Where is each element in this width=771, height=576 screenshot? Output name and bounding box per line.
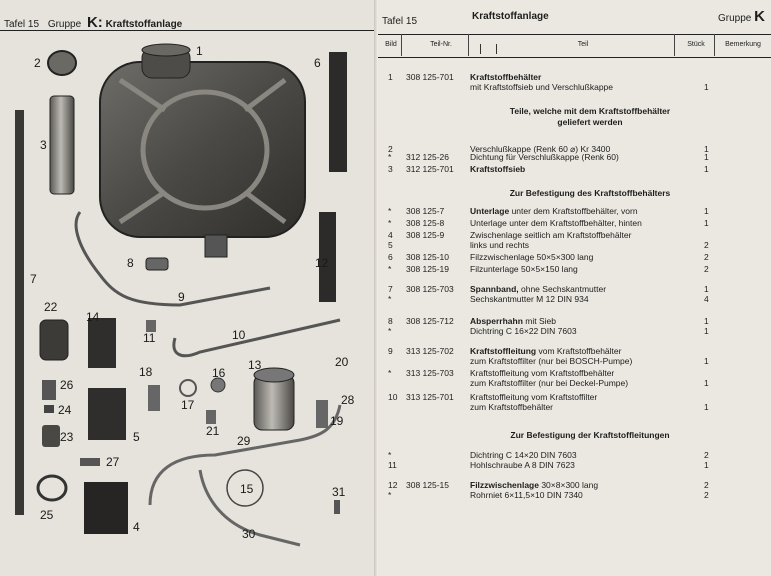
fuel-line-10	[174, 320, 340, 356]
row-stueck: 2	[704, 252, 709, 262]
row-teil: Kraftstoffbehälter	[470, 72, 542, 82]
left-tafel: Tafel 15	[4, 19, 40, 30]
section-heading: Zur Befestigung des Kraftstoffbehälters	[509, 188, 671, 198]
part-14	[88, 318, 116, 368]
row-bild: 5	[388, 240, 393, 250]
row-bild: *	[388, 218, 392, 228]
callout-20: 20	[335, 355, 349, 369]
part-22	[40, 320, 68, 360]
row-teil: Verschlußkappe (Renk 60 ⌀) Kr 3400	[470, 144, 611, 154]
header-teil: Teil	[577, 41, 589, 48]
row-bild: *	[388, 368, 392, 378]
callout-12: 12	[315, 256, 329, 270]
filler-cap	[48, 51, 76, 75]
row-teil: Filzzwischenlage 50×5×300 lang	[470, 252, 594, 262]
part-24	[44, 405, 54, 413]
right-page-parts-list	[378, 0, 771, 576]
callout-24: 24	[58, 403, 72, 417]
row-bild: 8	[388, 316, 393, 326]
left-title: Kraftstoffanlage	[105, 19, 183, 30]
shutoff-valve	[146, 258, 168, 270]
callout-14: 14	[86, 310, 100, 324]
part-16	[211, 378, 225, 392]
row-bild: *	[388, 264, 392, 274]
table-header	[378, 34, 771, 58]
row-stueck: 1	[704, 460, 709, 470]
callout-3: 3	[40, 138, 47, 152]
row-teilnr: 308 125-15	[406, 480, 450, 490]
callout-15: 15	[240, 482, 254, 496]
header-divider	[714, 34, 715, 56]
part-17	[180, 380, 196, 396]
row-teil: Kraftstoffsieb	[470, 164, 526, 174]
callout-5: 5	[133, 430, 140, 444]
row-stueck: 1	[704, 144, 709, 154]
row-teilnr: 308 125-9	[406, 230, 445, 240]
row-teilnr: 308 125-703	[406, 284, 454, 294]
right-gruppe-label: Gruppe	[718, 13, 752, 24]
part-23	[42, 425, 60, 447]
callout-2: 2	[34, 56, 41, 70]
part-18	[148, 385, 160, 411]
row-teil: links und rechts	[470, 240, 530, 250]
callout-1: 1	[196, 44, 203, 58]
header-divider	[401, 34, 402, 56]
row-bild: *	[388, 490, 392, 500]
row-stueck: 1	[704, 356, 709, 366]
row-teilnr: 308 125-7	[406, 206, 445, 216]
row-teil: Filzzwischenlage 30×8×300 lang	[470, 480, 599, 490]
row-teilnr: 313 125-701	[406, 392, 454, 402]
row-teil: Spannband, ohne Sechskantmutter	[470, 284, 607, 294]
right-title: Kraftstoffanlage	[472, 11, 549, 22]
row-teil: Kraftstoffleitung vom Kraftstoffbehälter	[470, 368, 615, 378]
callout-19: 19	[330, 414, 344, 428]
callout-13: 13	[248, 358, 262, 372]
row-bild: *	[388, 450, 392, 460]
row-bild: 3	[388, 164, 393, 174]
header-bemerkung: Bemerkung	[725, 41, 761, 48]
row-bild: 10	[388, 392, 398, 402]
row-teil: Hohlschraube A 8 DIN 7623	[470, 460, 575, 470]
callout-26: 26	[60, 378, 74, 392]
row-teil: Unterlage unter dem Kraftstoffbehälter, hinten	[470, 218, 642, 228]
row-stueck: 2	[704, 240, 709, 250]
part-31	[334, 500, 340, 514]
row-stueck: 1	[704, 316, 709, 326]
fuel-filter	[254, 375, 294, 430]
row-teilnr: 308 125-19	[406, 264, 450, 274]
row-stueck: 2	[704, 490, 709, 500]
row-teil: Dichtung für Verschlußkappe (Renk 60)	[470, 152, 619, 162]
header-divider	[468, 34, 469, 56]
row-teilnr: 308 125-10	[406, 252, 450, 262]
callout-8: 8	[127, 256, 134, 270]
part-26	[42, 380, 56, 400]
row-bild: 12	[388, 480, 398, 490]
part-27	[80, 458, 100, 466]
part-4	[84, 482, 128, 534]
row-teilnr: 313 125-702	[406, 346, 454, 356]
right-gruppe	[718, 8, 765, 25]
fuel-strainer	[50, 96, 74, 194]
row-stueck: 1	[704, 326, 709, 336]
callout-10: 10	[232, 328, 246, 342]
row-teil: Kraftstoffleitung vom Kraftstoffilter	[470, 392, 598, 402]
row-bild: 1	[388, 72, 393, 82]
part-25	[38, 476, 66, 500]
row-teilnr: 312 125-701	[406, 164, 454, 174]
left-gruppe-label: Gruppe	[47, 19, 82, 30]
row-teilnr: 308 125-701	[406, 72, 454, 82]
left-gruppe-letter: K:	[86, 14, 103, 31]
header-mark	[480, 44, 481, 54]
callout-16: 16	[212, 366, 226, 380]
row-teil: Filzunterlage 50×5×150 lang	[470, 264, 578, 274]
row-teil: Dichtring C 14×20 DIN 7603	[470, 450, 577, 460]
callout-29: 29	[237, 434, 251, 448]
row-teil: zum Kraftstoffilter (nur bei Deckel-Pumpe)	[470, 378, 629, 388]
row-teil: Absperrhahn mit Sieb	[470, 316, 556, 326]
row-bild: *	[388, 294, 392, 304]
row-bild: *	[388, 326, 392, 336]
callout-25: 25	[40, 508, 54, 522]
part-19	[316, 400, 328, 428]
callout-7: 7	[30, 272, 37, 286]
section-heading: Teile, welche mit dem Kraftstoffbehälter geliefert werden	[509, 106, 671, 127]
row-teilnr: 313 125-703	[406, 368, 454, 378]
callout-6: 6	[314, 56, 321, 70]
callout-4: 4	[133, 520, 140, 534]
clamp-band	[15, 110, 24, 515]
row-bild: 2	[388, 144, 393, 154]
row-stueck: 1	[704, 206, 709, 216]
row-bild: *	[388, 206, 392, 216]
callout-30: 30	[242, 527, 256, 541]
row-teilnr: 312 125-26	[406, 152, 450, 162]
row-teil: Kraftstoffleitung vom Kraftstoffbehälter	[470, 346, 622, 356]
row-stueck: 2	[704, 450, 709, 460]
left-page-diagram	[0, 0, 378, 576]
callout-22: 22	[44, 300, 58, 314]
row-stueck: 1	[704, 402, 709, 412]
callout-28: 28	[341, 393, 355, 407]
row-stueck: 1	[704, 284, 709, 294]
header-stueck: Stück	[687, 41, 705, 48]
row-teil: mit Kraftstoffsieb und Verschlußkappe	[470, 82, 614, 92]
callout-31: 31	[332, 485, 346, 499]
row-stueck: 2	[704, 264, 709, 274]
row-bild: *	[388, 152, 392, 162]
row-stueck: 1	[704, 378, 709, 388]
fuel-tank	[100, 44, 305, 257]
row-teilnr: 308 125-8	[406, 218, 445, 228]
felt-strip-6	[329, 52, 347, 172]
row-teil: Unterlage unter dem Kraftstoffbehälter, vorn	[470, 206, 638, 216]
row-stueck: 1	[704, 164, 709, 174]
row-bild: 6	[388, 252, 393, 262]
callout-9: 9	[178, 290, 185, 304]
row-teil: Sechskantmutter M 12 DIN 934	[470, 294, 589, 304]
row-teil: zum Kraftstoffilter (nur bei BOSCH-Pumpe)	[470, 356, 633, 366]
row-teil: Rohrniet 6×11,5×10 DIN 7340	[470, 490, 583, 500]
row-teil: Dichtring C 16×22 DIN 7603	[470, 326, 577, 336]
callout-11: 11	[143, 331, 156, 345]
callout-23: 23	[60, 430, 74, 444]
row-teil: zum Kraftstoffbehälter	[470, 402, 553, 412]
row-bild: 11	[388, 460, 397, 470]
row-teilnr: 308 125-712	[406, 316, 454, 326]
header-bild: Bild	[385, 41, 397, 48]
row-stueck: 1	[704, 82, 709, 92]
row-bild: 7	[388, 284, 393, 294]
row-teil: Zwischenlage seitlich am Kraftstoffbehälter	[470, 230, 632, 240]
row-stueck: 2	[704, 480, 709, 490]
callout-21: 21	[206, 424, 220, 438]
header-mark	[496, 44, 497, 54]
header-divider	[674, 34, 675, 56]
callout-27: 27	[106, 455, 120, 469]
callout-17: 17	[181, 398, 195, 412]
row-stueck: 1	[704, 218, 709, 228]
right-tafel: Tafel 15	[382, 16, 418, 27]
row-stueck: 1	[704, 152, 709, 162]
header-teilnr: Teil-Nr.	[430, 41, 452, 48]
right-gruppe-letter: K	[754, 8, 765, 25]
parts-illustration	[0, 0, 378, 576]
section-heading: Zur Befestigung der Kraftstoffleitungen	[510, 430, 670, 440]
callout-18: 18	[139, 365, 153, 379]
part-21	[206, 410, 216, 424]
row-bild: 9	[388, 346, 393, 356]
row-bild: 4	[388, 230, 393, 240]
part-5	[88, 388, 126, 440]
row-stueck: 4	[704, 294, 709, 304]
